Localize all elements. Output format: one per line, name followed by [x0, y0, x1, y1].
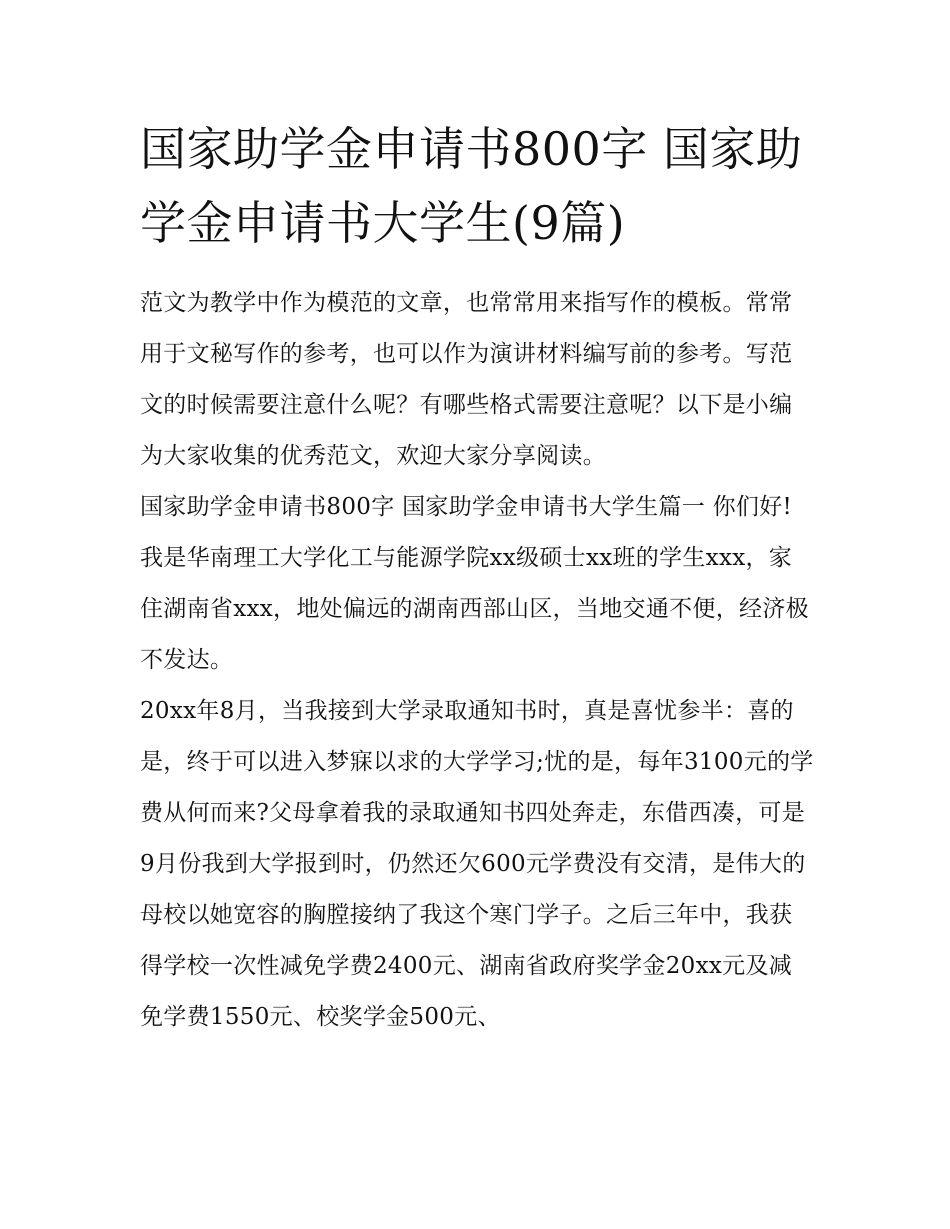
paragraph-self-introduction: 我是华南理工大学化工与能源学院xx级硕士xx班的学生xxx，家住湖南省xxx，地处偏远的湖南西部山区，当地交通不便，经济极不发达。 — [140, 545, 809, 673]
paragraph-admission-story: 20xx年8月，当我接到大学录取通知书时，真是喜忧参半：喜的是，终于可以进入梦寐以求的大学学习;忧的是，每年3100元的学费从何而来?父母拿着我的录取通知书四处奔走，东借西凑，可是9月份我到大学报到时，仍然还欠600元学费没有交清，是伟大的母校以她宽容的胸膛接纳了我这个寒门学子。之后三年中，我获得学校一次性减免学费2400元、湖南省政府奖学金20xx元及减免学费1550元、校奖学金500元、 — [140, 698, 814, 1030]
paragraph-section-heading: 国家助学金申请书800字 国家助学金申请书大学生篇一 你们好! — [140, 494, 793, 520]
paragraph-intro: 范文为教学中作为模范的文章，也常常用来指写作的模板。常常用于文秘写作的参考，也可以作为演讲材料编写前的参考。写范文的时候需要注意什么呢？有哪些格式需要注意呢？以下是小编为大家收集的优秀范文，欢迎大家分享阅读。 — [140, 290, 793, 469]
document-title: 国家助学金申请书800字 国家助学金申请书大学生(9篇) — [140, 122, 803, 250]
